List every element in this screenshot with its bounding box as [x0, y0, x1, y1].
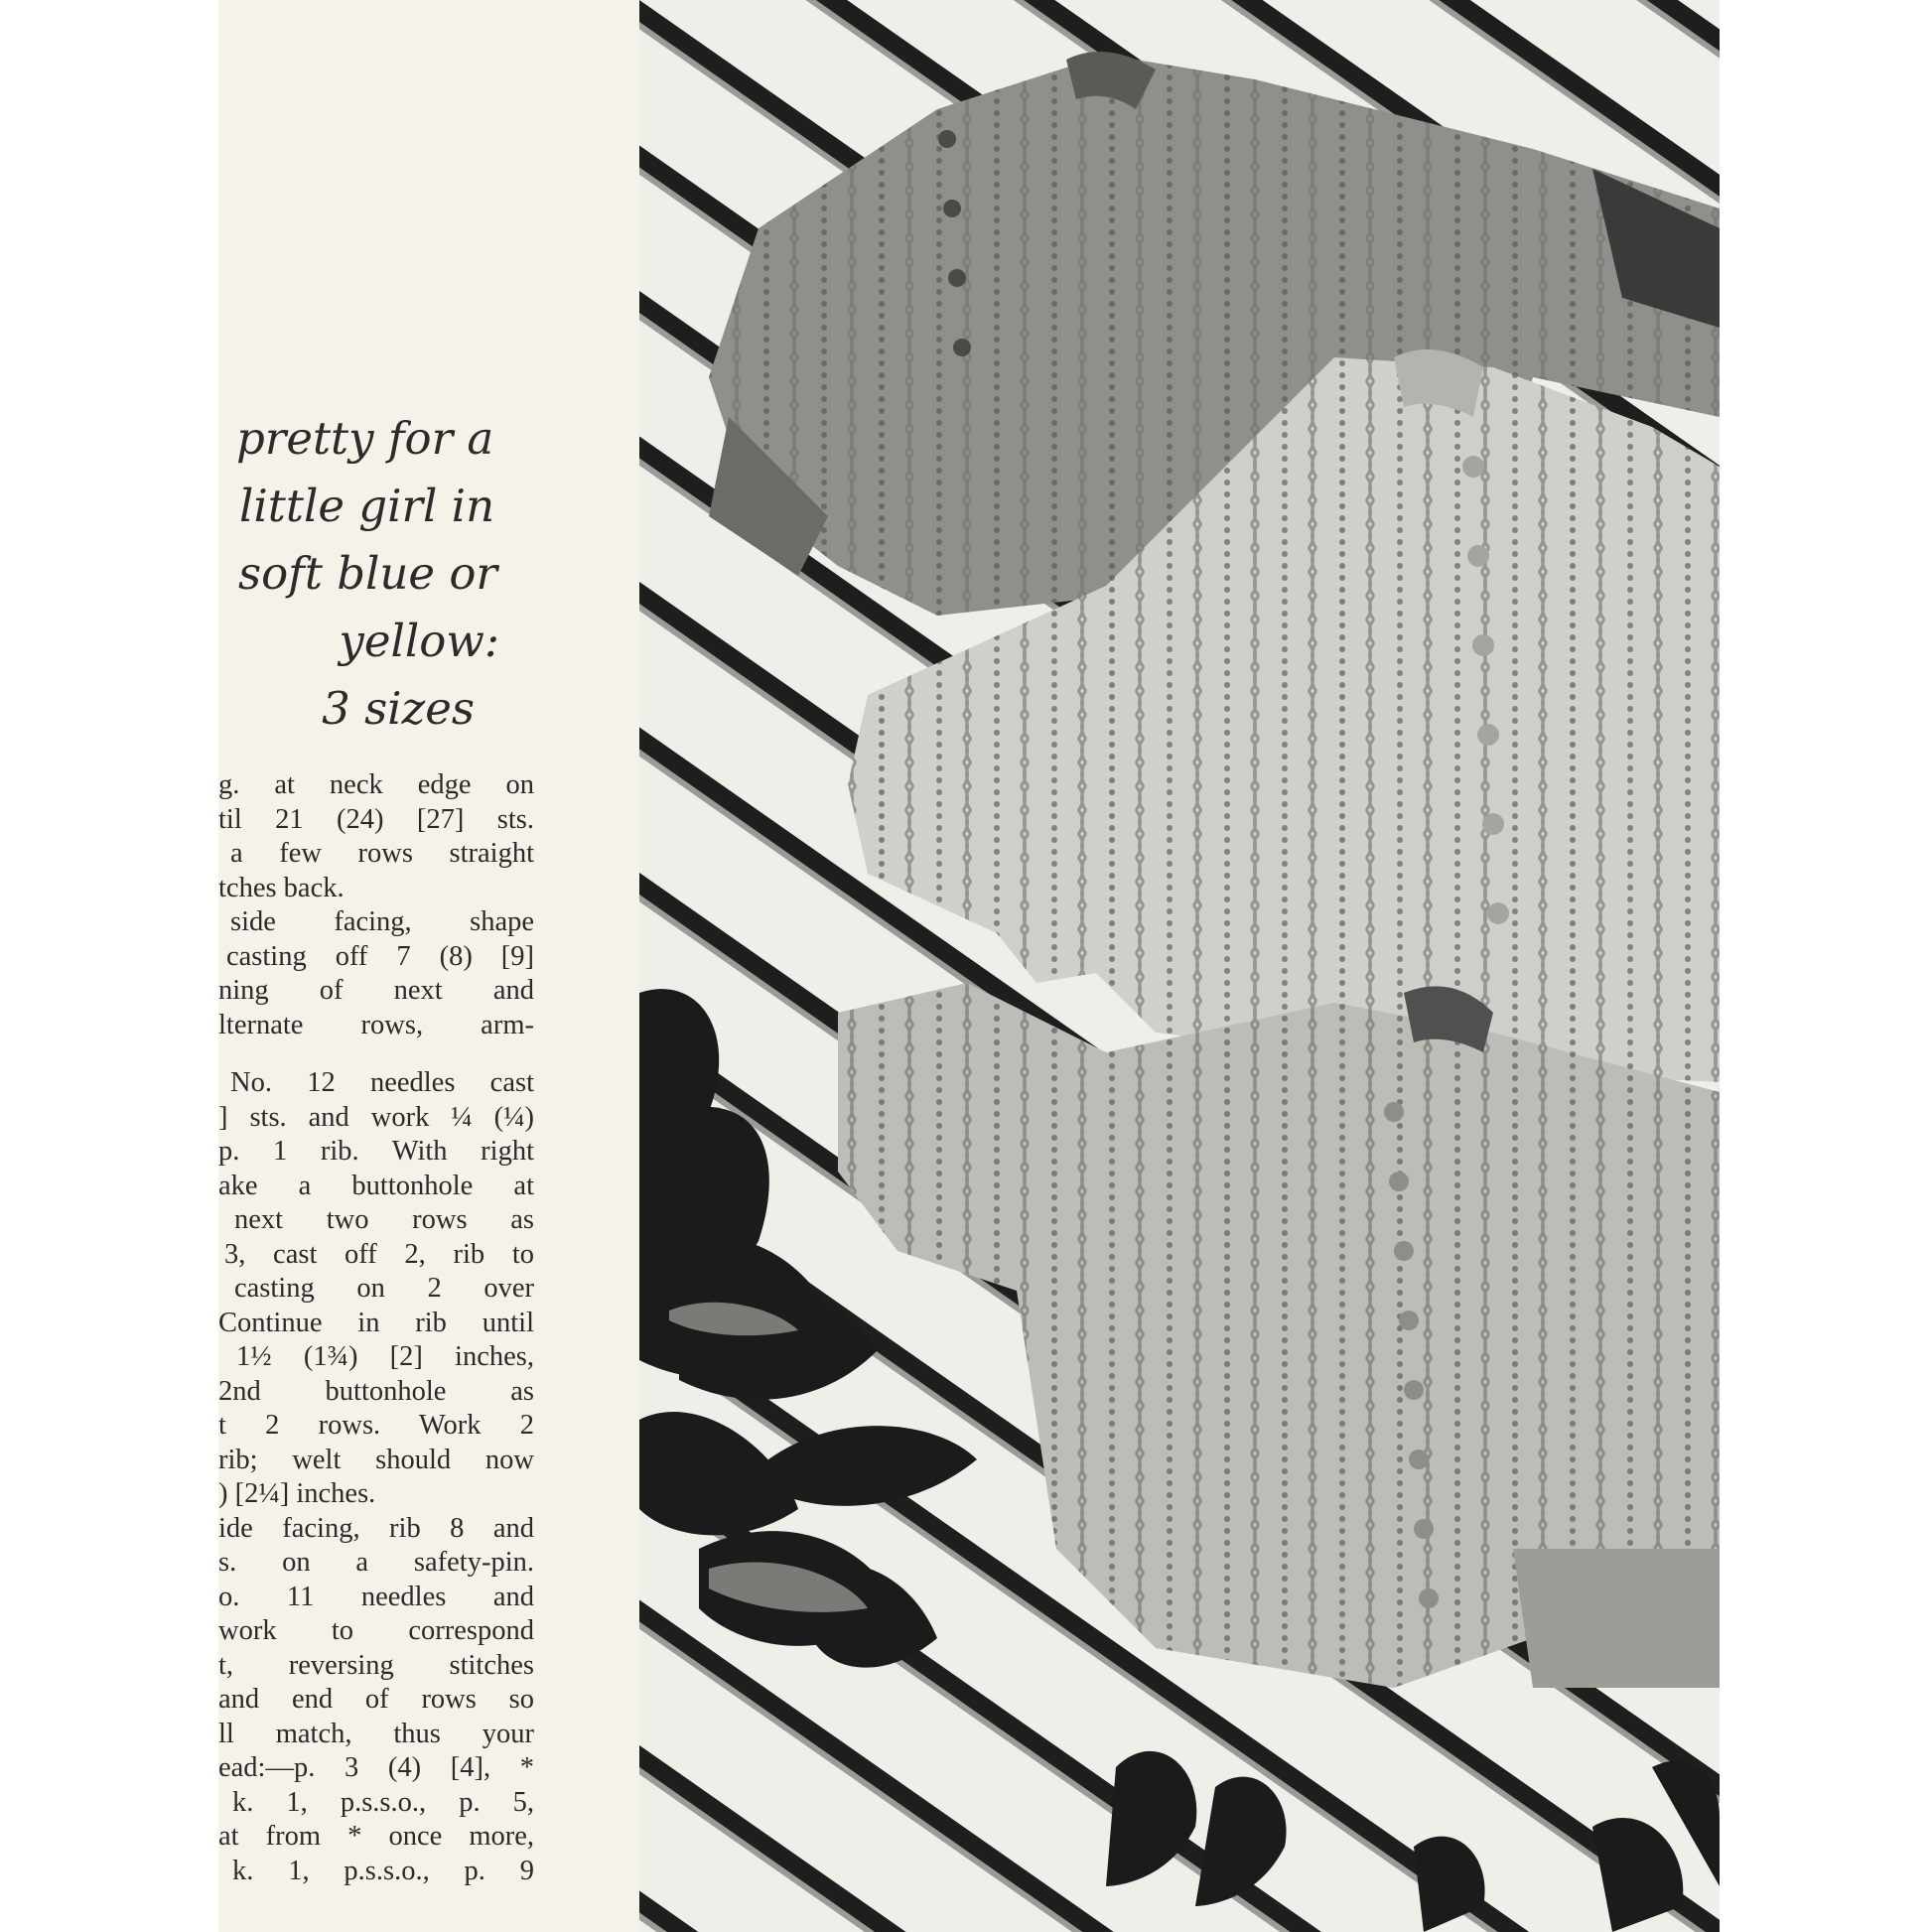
headline-line: little girl in	[239, 480, 495, 532]
text-line: ning of next and	[218, 975, 534, 1006]
headline	[218, 405, 536, 743]
headline-line: 3 sizes	[322, 682, 475, 735]
text-line: ) [2¼] inches.	[218, 1478, 376, 1509]
magazine-page	[218, 0, 1720, 1932]
text-line: ead:—p. 3 (4) [4], *	[218, 1752, 534, 1783]
text-line: and end of rows so	[218, 1684, 534, 1715]
text-line: p. 1 rib. With right	[218, 1136, 534, 1167]
text-line: til 21 (24) [27] sts.	[218, 803, 534, 835]
text-line: 3, cast off 2, rib to	[224, 1238, 534, 1270]
text-line: ] sts. and work ¼ (¼)	[218, 1101, 534, 1133]
headline-line: soft blue or	[238, 547, 497, 600]
text-line: t, reversing stitches	[218, 1649, 534, 1681]
text-line: 1½ (1¾) [2] inches,	[236, 1341, 534, 1372]
text-column	[218, 0, 640, 1932]
text-line: No. 12 needles cast	[230, 1067, 534, 1098]
text-line: side facing, shape	[230, 906, 534, 937]
text-line: t 2 rows. Work 2	[218, 1410, 534, 1441]
text-line: k. 1, p.s.s.o., p. 9	[232, 1855, 534, 1886]
text-line: 2nd buttonhole as	[218, 1375, 534, 1407]
text-line: at from * once more,	[218, 1821, 534, 1852]
text-line: s. on a safety-pin.	[218, 1547, 534, 1578]
text-line: tches back.	[218, 872, 345, 903]
text-line: ide facing, rib 8 and	[218, 1512, 534, 1544]
text-line: rib; welt should now	[218, 1444, 534, 1475]
instructions-text	[218, 768, 534, 1888]
text-line: casting off 7 (8) [9]	[226, 940, 534, 972]
headline-line: pretty for a	[236, 412, 494, 465]
text-line: casting on 2 over	[234, 1273, 534, 1304]
cardigans-photo	[639, 0, 1720, 1932]
text-line: k. 1, p.s.s.o., p. 5,	[232, 1786, 534, 1818]
text-line: ll match, thus your	[218, 1718, 534, 1749]
text-line: Continue in rib until	[218, 1307, 534, 1338]
headline-line: yellow:	[339, 615, 499, 667]
text-line: o. 11 needles and	[218, 1581, 534, 1612]
paragraph-gap	[218, 1042, 534, 1066]
text-line: ake a buttonhole at	[218, 1170, 534, 1201]
text-line: a few rows straight	[230, 838, 534, 869]
text-line: work to correspond	[218, 1615, 534, 1646]
text-line: g. at neck edge on	[218, 769, 534, 800]
photo-illustration	[639, 0, 1720, 1932]
text-line: next two rows as	[234, 1204, 534, 1235]
text-line: lternate rows, arm-	[218, 1009, 534, 1040]
